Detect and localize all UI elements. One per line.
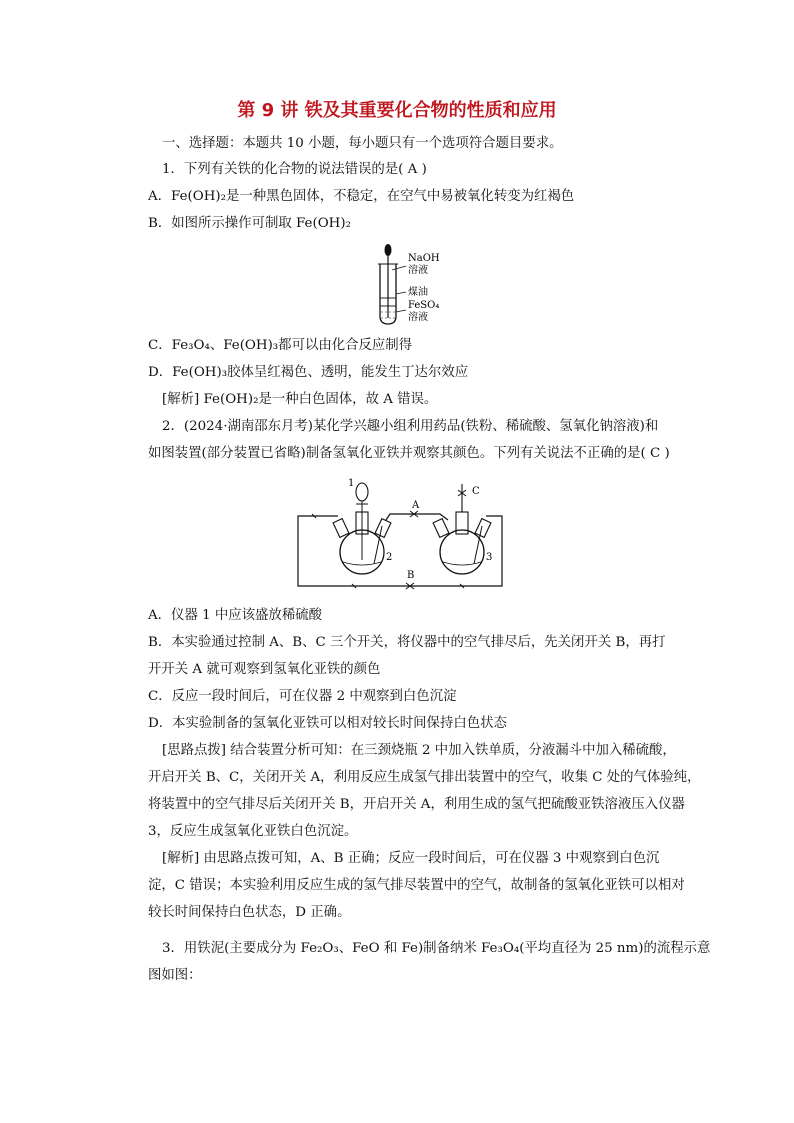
q3-stem-line-1: 3．用铁泥(主要成分为 Fe₂O₃、FeO 和 Fe)制备纳米 Fe₃O₄(平均直径为 25 nm)的流程示意 [162,941,711,956]
separatory-funnel-1 [356,483,368,501]
q2-hint-line-3: 将装置中的空气排尽后关闭开关 B，开启开关 A，利用生成的氢气把硫酸亚铁溶液压入仪器 [148,797,685,812]
flask-3-right-neck [475,519,491,538]
label-instrument-3: 3 [486,552,493,563]
test-tube-figure [370,242,450,328]
q1-option-a: A．Fe(OH)₂是一种黑色固体，不稳定，在空气中易被氧化转变为红褐色 [148,189,575,204]
leader-feso4 [396,310,406,312]
flask-2-left-neck [333,519,349,538]
label-solution-2: 溶液 [408,312,428,323]
q2-explanation-line-3: 较长时间保持白色状态，D 正确。 [148,905,351,920]
q1-option-c: C．Fe₃O₄、Fe(OH)₃都可以由化合反应制得 [148,338,413,353]
label-kerosene: 煤油 [408,287,428,298]
q2-option-d: D．本实验制备的氢氧化亚铁可以相对较长时间保持白色状态 [148,716,507,731]
label-instrument-1: 1 [348,478,355,489]
apparatus-figure [290,474,530,594]
q1-stem: 1．下列有关铁的化合物的说法错误的是( A ) [162,162,427,177]
q2-explanation-line-1: [解析] 由思路点拨可知，A、B 正确；反应一段时间后，可在仪器 3 中观察到白色沉 [162,851,660,866]
tube-a [386,514,448,520]
q1-explanation: [解析] Fe(OH)₂是一种白色固体，故 A 错误。 [162,392,438,407]
q1-option-b: B．如图所示操作可制取 Fe(OH)₂ [148,216,351,231]
q2-hint-line-2: 开启开关 B、C，关闭开关 A，利用反应生成氢气排出装置中的空气，收集 C 处的气体验纯， [148,770,701,785]
label-switch-a: A [412,500,420,511]
flask-3-left-neck [433,519,449,538]
q2-stem-line-2: 如图装置(部分装置已省略)制备氢氧化亚铁并观察其颜色。下列有关说法不正确的是( C ) [148,446,670,461]
flask-2-liquid [343,562,381,565]
section-heading: 一、选择题：本题共 10 小题，每小题只有一个选项符合题目要求。 [162,136,563,151]
dropper-bulb [385,244,392,256]
q1-option-d: D．Fe(OH)₃胶体呈红褐色、透明，能发生丁达尔效应 [148,365,469,380]
label-switch-c: C [472,486,480,497]
q3-stem-line-2: 图如图： [148,968,202,983]
connecting-tube-loop [298,516,502,586]
q2-hint-line-4: 3，反应生成氢氧化亚铁白色沉淀。 [148,824,358,839]
flask-3-liquid [443,562,481,565]
q2-option-b-line-1: B．本实验通过控制 A、B、C 三个开关，将仪器中的空气排尽后，先关闭开关 B，再打 [148,635,666,650]
label-naoh: NaOH [408,253,440,264]
flask-2-right-neck [375,519,391,538]
page-title: 第 9 讲 铁及其重要化合物的性质和应用 [237,100,557,121]
leader-oil [396,292,406,294]
q2-option-a: A．仪器 1 中应该盛放稀硫酸 [148,608,322,623]
q2-option-b-line-2: 开开关 A 就可观察到氢氧化亚铁的颜色 [148,662,381,677]
label-instrument-2: 2 [386,552,393,563]
leader-naoh [392,266,406,270]
q2-option-c: C．反应一段时间后，可在仪器 2 中观察到白色沉淀 [148,689,457,704]
q2-stem-line-1: 2．(2024·湖南邵东月考)某化学兴趣小组利用药品(铁粉、稀硫酸、氢氧化钠溶液)和 [162,419,659,434]
label-solution-1: 溶液 [408,265,428,276]
three-neck-flask-3 [440,530,484,574]
label-feso4: FeSO₄ [408,300,440,311]
q2-explanation-line-2: 淀，C 错误；本实验利用反应生成的氢气排尽装置中的空气，故制备的氢氧化亚铁可以相对 [148,878,685,893]
label-switch-b: B [407,570,415,581]
q2-hint-line-1: [思路点拨] 结合装置分析可知：在三颈烧瓶 2 中加入铁单质，分液漏斗中加入稀硫酸， [162,743,676,758]
